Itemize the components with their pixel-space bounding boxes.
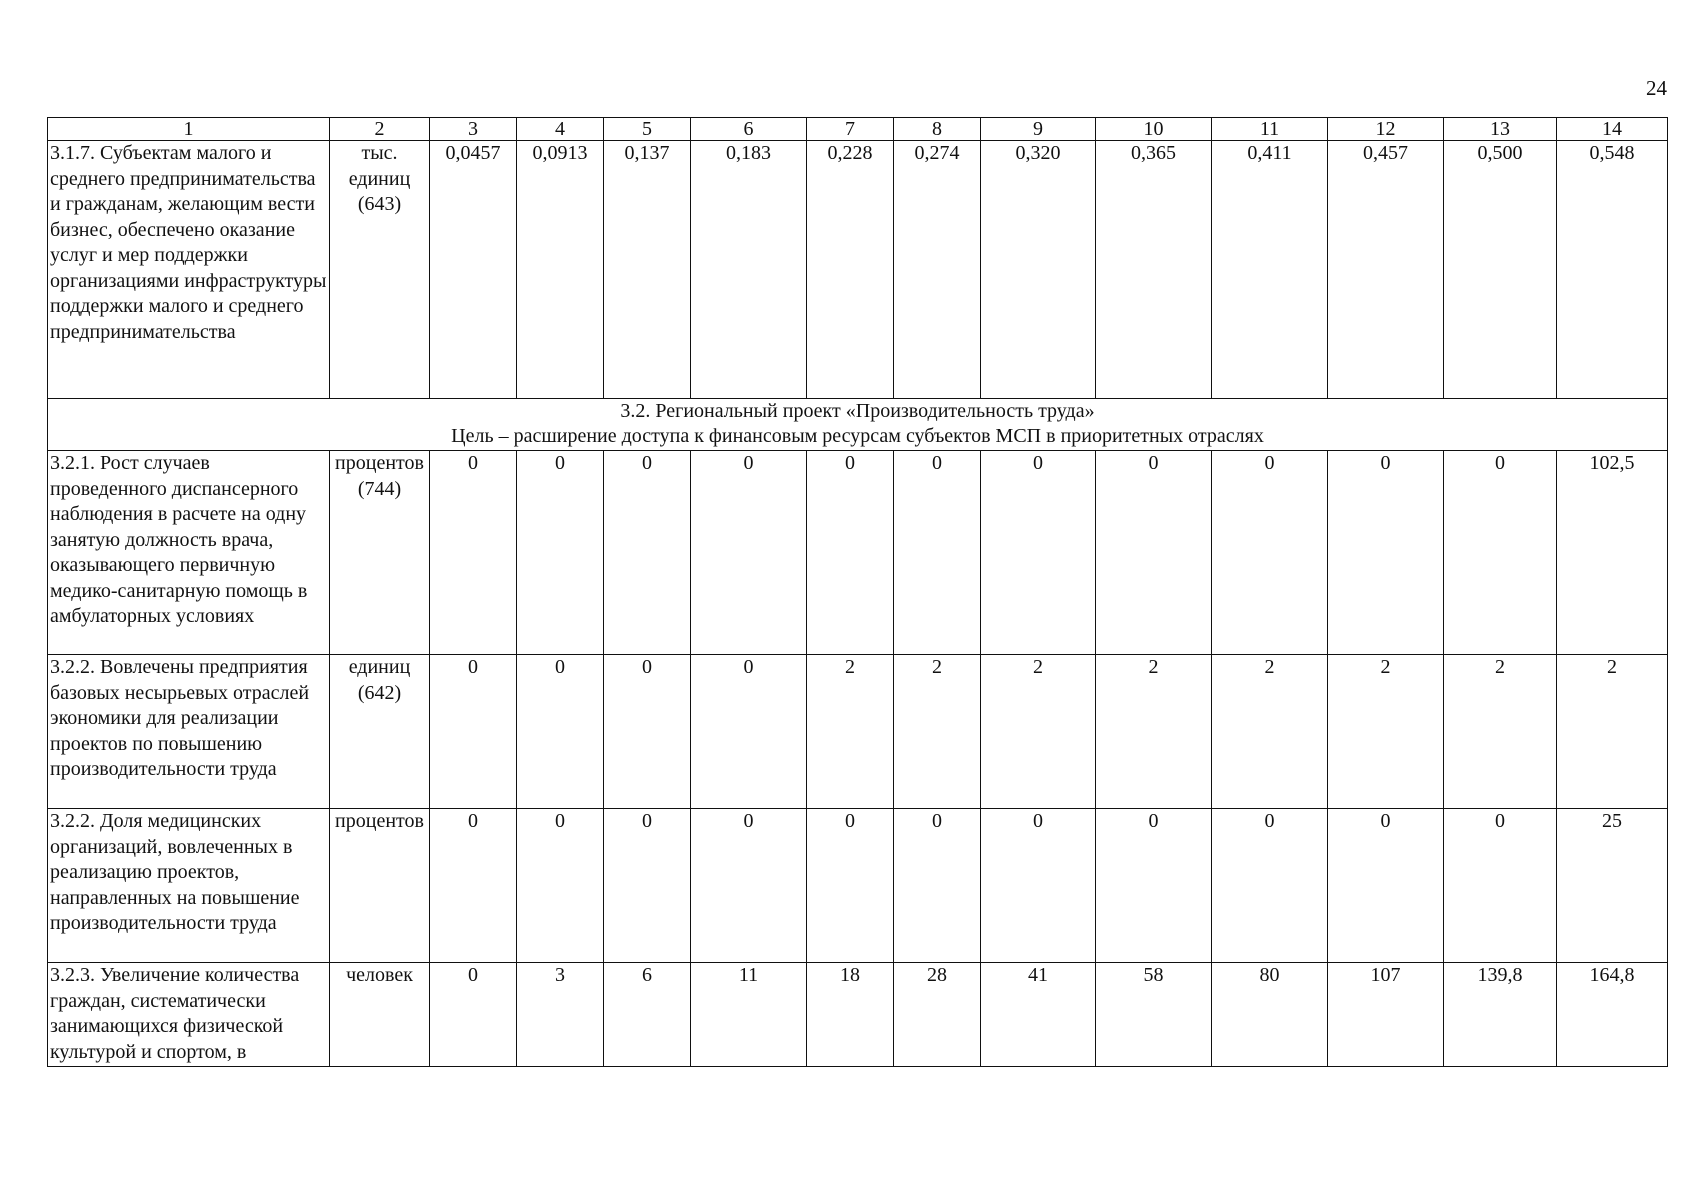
value-cell: 0 [1444,809,1557,963]
value-cell: 0 [604,655,691,809]
value-cell: 164,8 [1557,963,1668,1067]
value-cell: 0 [1444,451,1557,655]
header-row [48,118,1668,141]
value-cell: 102,5 [1557,451,1668,655]
value-cell: 2 [981,655,1096,809]
unit-cell: человек [330,963,430,1067]
value-cell: 0,137 [604,141,691,399]
table-row [48,451,1668,655]
unit-cell: тыс. единиц (643) [330,141,430,399]
table-row [48,655,1668,809]
value-cell: 2 [894,655,981,809]
value-cell: 0 [894,451,981,655]
value-cell: 0 [807,809,894,963]
table-row [48,141,1668,399]
header-cell: 1 [48,118,330,141]
value-cell: 0,183 [691,141,807,399]
value-cell: 0 [517,809,604,963]
header-cell: 11 [1212,118,1328,141]
value-cell: 80 [1212,963,1328,1067]
header-cell: 8 [894,118,981,141]
indicator-description: 3.2.2. Вовлечены предприятия базовых несырьевых отраслей экономики для реализации проектов по повышению производительности труда [48,655,330,809]
value-cell: 0,0913 [517,141,604,399]
value-cell: 0 [430,451,517,655]
value-cell: 6 [604,963,691,1067]
indicators-table [47,117,1668,1067]
value-cell: 2 [807,655,894,809]
value-cell: 18 [807,963,894,1067]
value-cell: 11 [691,963,807,1067]
value-cell: 0,0457 [430,141,517,399]
value-cell: 0 [807,451,894,655]
section-row [48,399,1668,451]
value-cell: 25 [1557,809,1668,963]
value-cell: 0 [604,809,691,963]
value-cell: 0 [430,963,517,1067]
value-cell: 0,365 [1096,141,1212,399]
value-cell: 41 [981,963,1096,1067]
value-cell: 0 [1328,809,1444,963]
value-cell: 0 [1096,451,1212,655]
header-cell: 6 [691,118,807,141]
page-number: 24 [1646,76,1667,100]
table-row [48,963,1668,1067]
value-cell: 0,274 [894,141,981,399]
section-header [48,399,1668,451]
value-cell: 0,320 [981,141,1096,399]
value-cell: 0 [981,809,1096,963]
value-cell: 0 [981,451,1096,655]
header-cell: 4 [517,118,604,141]
value-cell: 0,457 [1328,141,1444,399]
value-cell: 28 [894,963,981,1067]
value-cell: 0 [517,655,604,809]
table-row [48,809,1668,963]
indicator-description: 3.2.3. Увеличение количества граждан, систематически занимающихся физической культурой и спортом, в [48,963,330,1067]
value-cell: 0 [691,655,807,809]
header-cell: 10 [1096,118,1212,141]
value-cell: 2 [1096,655,1212,809]
value-cell: 58 [1096,963,1212,1067]
value-cell: 0 [517,451,604,655]
value-cell: 0 [430,655,517,809]
value-cell: 0 [691,451,807,655]
value-cell: 2 [1212,655,1328,809]
indicator-description: 3.2.2. Доля медицинских организаций, вовлеченных в реализацию проектов, направленных на повышение производительности труда [48,809,330,963]
value-cell: 139,8 [1444,963,1557,1067]
value-cell: 0 [1212,809,1328,963]
value-cell: 0,500 [1444,141,1557,399]
indicator-description: 3.2.1. Рост случаев проведенного диспансерного наблюдения в расчете на одну занятую должность врача, оказывающего первичную медико-санитарную помощь в амбулаторных условиях [48,451,330,655]
value-cell: 0,548 [1557,141,1668,399]
header-cell: 5 [604,118,691,141]
value-cell: 2 [1328,655,1444,809]
value-cell: 0,228 [807,141,894,399]
value-cell: 0 [1096,809,1212,963]
indicator-description: 3.1.7. Субъектам малого и среднего предпринимательства и гражданам, желающим вести бизнес, обеспечено оказание услуг и мер поддержки организациями инфраструктуры поддержки малого и среднего предпринимательства [48,141,330,399]
value-cell: 0,411 [1212,141,1328,399]
unit-cell: процентов [330,809,430,963]
section-goal: Цель – расширение доступа к финансовым ресурсам субъектов МСП в приоритетных отраслях [451,425,1264,447]
unit-cell: процентов (744) [330,451,430,655]
header-cell: 12 [1328,118,1444,141]
header-cell: 7 [807,118,894,141]
value-cell: 0 [604,451,691,655]
value-cell: 0 [691,809,807,963]
header-cell: 14 [1557,118,1668,141]
header-cell: 3 [430,118,517,141]
value-cell: 2 [1444,655,1557,809]
unit-cell: единиц (642) [330,655,430,809]
section-title: 3.2. Региональный проект «Производительность труда» [620,400,1095,422]
value-cell: 0 [430,809,517,963]
header-cell: 9 [981,118,1096,141]
header-cell: 13 [1444,118,1557,141]
value-cell: 107 [1328,963,1444,1067]
header-cell: 2 [330,118,430,141]
value-cell: 3 [517,963,604,1067]
value-cell: 0 [1212,451,1328,655]
value-cell: 0 [894,809,981,963]
value-cell: 0 [1328,451,1444,655]
value-cell: 2 [1557,655,1668,809]
